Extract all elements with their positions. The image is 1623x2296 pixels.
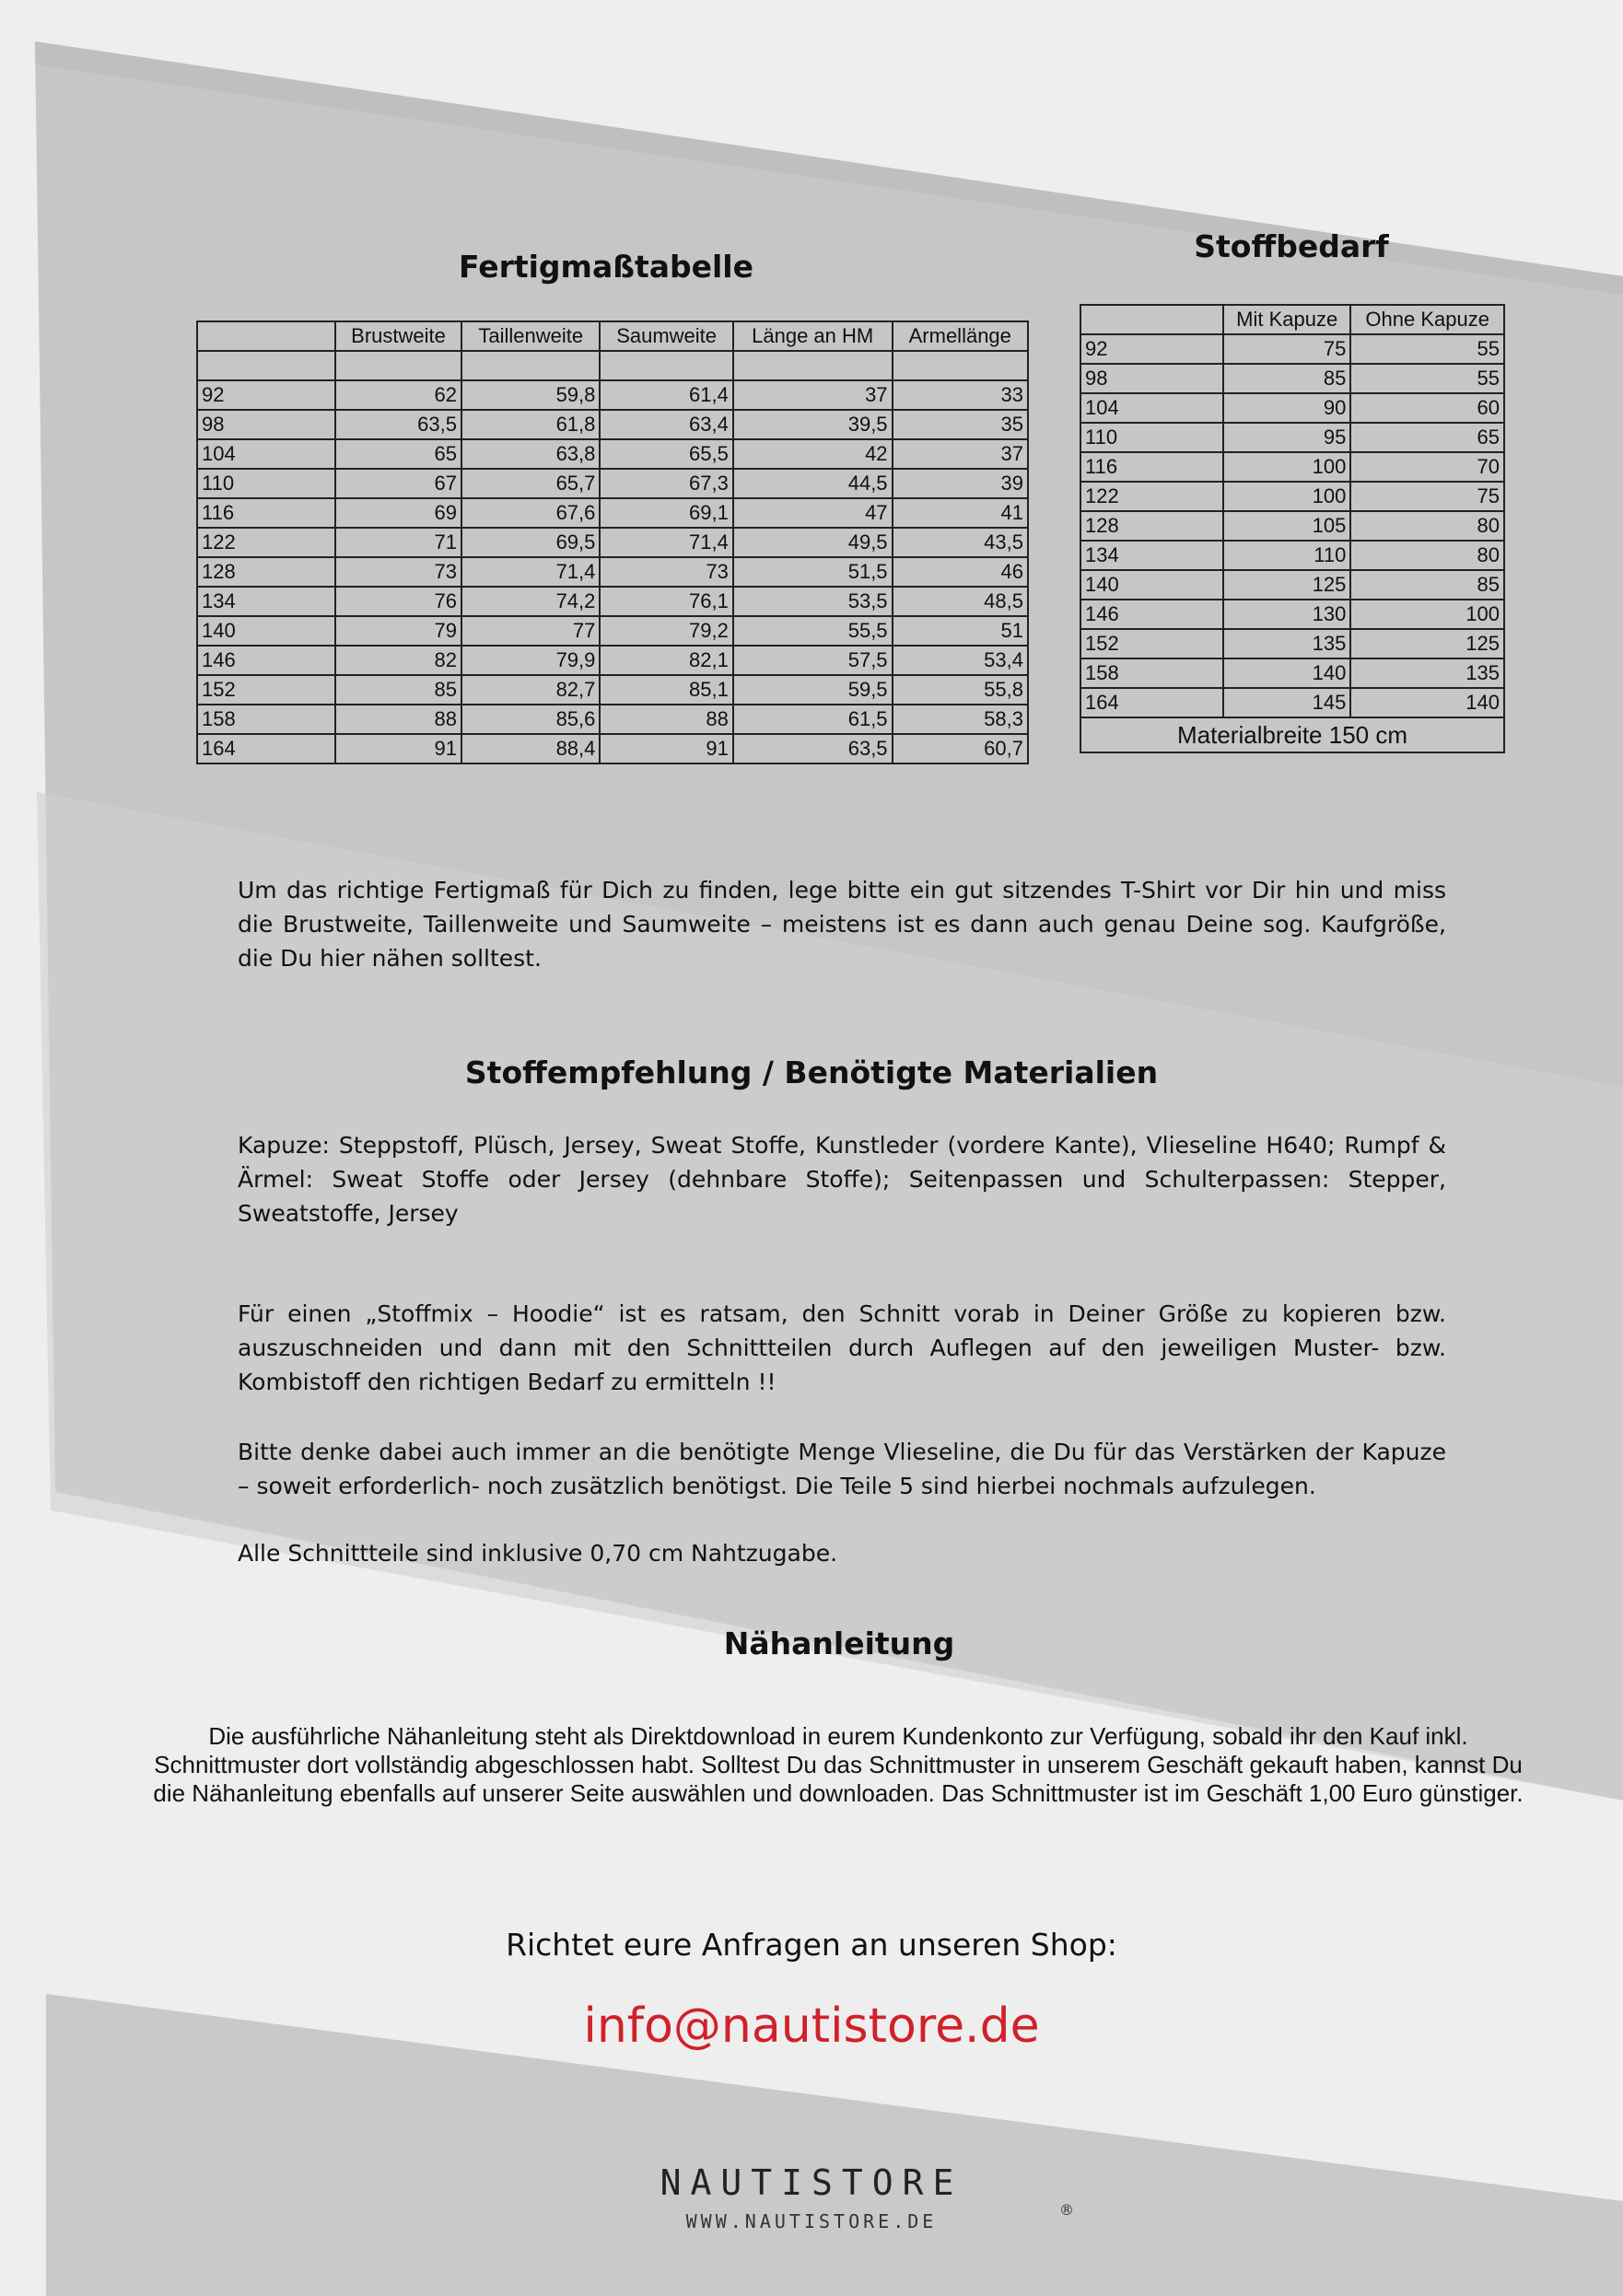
value-cell: 47 — [733, 498, 893, 528]
fertigmass-row — [197, 734, 1028, 763]
value-cell: 105 — [1223, 511, 1350, 541]
size-cell: 110 — [1080, 423, 1223, 452]
value-cell: 49,5 — [733, 528, 893, 557]
size-cell: 110 — [197, 469, 335, 498]
fertigmass-blank-cell — [197, 351, 335, 380]
value-cell: 48,5 — [893, 587, 1028, 616]
fabric-mix-hint: Für einen „Stoffmix – Hoodie“ ist es ratsam, den Schnitt vorab in Deiner Größe zu kopieren bzw. auszuschneiden und dann mit den Schnittteilen durch Auflegen auf den jeweiligen Muster- bzw. Kombistoff den richtigen Bedarf zu ermitteln !! — [238, 1300, 1446, 1395]
brand-logo: NAUTISTORE — [660, 2162, 963, 2203]
size-cell: 122 — [1080, 482, 1223, 511]
value-cell: 61,8 — [461, 410, 600, 439]
fertigmass-row — [197, 675, 1028, 705]
value-cell: 57,5 — [733, 646, 893, 675]
value-cell: 76 — [335, 587, 461, 616]
size-cell: 92 — [1080, 334, 1223, 364]
fertigmass-col-header: Länge an HM — [733, 321, 893, 351]
stoffbedarf-col-header: Mit Kapuze — [1223, 305, 1350, 334]
value-cell: 79,9 — [461, 646, 600, 675]
fertigmass-col-header: Taillenweite — [461, 321, 600, 351]
value-cell: 61,5 — [733, 705, 893, 734]
value-cell: 67,6 — [461, 498, 600, 528]
materials-title: Stoffempfehlung / Benötigte Materialien — [464, 1055, 1159, 1090]
size-cell: 122 — [197, 528, 335, 557]
value-cell: 100 — [1223, 452, 1350, 482]
stoffbedarf-footer-row — [1080, 717, 1504, 752]
sewing-text: Die ausführliche Nähanleitung steht als Direktdownload in eurem Kundenkonto zur Verfügung, sobald ihr den Kauf inkl. Schnittmuster dort vollständig abgeschlossen habt. Solltest Du das Schnittmuster in unserem Geschäft gekauft haben, kannst Du die Nähanleitung ebenfalls auf unserer Seite auswählen und downloaden. Das Schnittmuster ist im Geschäft 1,00 Euro günstiger. — [153, 1722, 1524, 1807]
sewing-title: Nähanleitung — [723, 1626, 955, 1661]
interfacing-hint: Bitte denke dabei auch immer an die benötigte Menge Vlieseline, die Du für das Verstärken der Kapuze – soweit erforderlich- noch zusätzlich benötigst. Die Teile 5 sind hierbei nochmals aufzulegen. — [238, 1439, 1446, 1499]
stoffbedarf-row — [1080, 658, 1504, 688]
fertigmass-blank-cell — [893, 351, 1028, 380]
value-cell: 55,5 — [733, 616, 893, 646]
materials-text: Kapuze: Steppstoff, Plüsch, Jersey, Sweat Stoffe, Kunstleder (vordere Kante), Vlieseline H640; Rumpf & Ärmel: Sweat Stoffe oder Jersey (dehnbare Stoffe); Seitenpassen und Schulterpassen: Stepper, Sweatstoffe, Jersey — [238, 1132, 1446, 1227]
value-cell: 53,4 — [893, 646, 1028, 675]
value-cell: 85 — [1350, 570, 1504, 600]
value-cell: 88 — [335, 705, 461, 734]
fertigmass-title: Fertigmaßtabelle — [458, 249, 753, 285]
size-cell: 158 — [197, 705, 335, 734]
fertigmass-header-row — [197, 321, 1028, 351]
fertigmass-row — [197, 498, 1028, 528]
stoffbedarf-row — [1080, 541, 1504, 570]
value-cell: 58,3 — [893, 705, 1028, 734]
stoffbedarf-row — [1080, 511, 1504, 541]
value-cell: 140 — [1223, 658, 1350, 688]
fertigmass-col-header: Armellänge — [893, 321, 1028, 351]
stoffbedarf-row — [1080, 452, 1504, 482]
fertigmass-blank-cell — [461, 351, 600, 380]
value-cell: 46 — [893, 557, 1028, 587]
value-cell: 77 — [461, 616, 600, 646]
value-cell: 125 — [1223, 570, 1350, 600]
size-cell: 146 — [197, 646, 335, 675]
value-cell: 75 — [1223, 334, 1350, 364]
value-cell: 135 — [1223, 629, 1350, 658]
size-cell: 116 — [197, 498, 335, 528]
size-cell: 164 — [197, 734, 335, 763]
value-cell: 80 — [1350, 541, 1504, 570]
stoffbedarf-row — [1080, 482, 1504, 511]
value-cell: 51 — [893, 616, 1028, 646]
value-cell: 62 — [335, 380, 461, 410]
size-cell: 128 — [197, 557, 335, 587]
value-cell: 82,1 — [600, 646, 732, 675]
stoffbedarf-row — [1080, 364, 1504, 393]
size-cell: 92 — [197, 380, 335, 410]
value-cell: 88 — [600, 705, 732, 734]
stoffbedarf-row — [1080, 629, 1504, 658]
value-cell: 55 — [1350, 334, 1504, 364]
fertigmass-row — [197, 439, 1028, 469]
value-cell: 65 — [335, 439, 461, 469]
value-cell: 60 — [1350, 393, 1504, 423]
value-cell: 43,5 — [893, 528, 1028, 557]
value-cell: 42 — [733, 439, 893, 469]
value-cell: 53,5 — [733, 587, 893, 616]
stoffbedarf-table — [1080, 304, 1505, 753]
size-cell: 140 — [197, 616, 335, 646]
value-cell: 125 — [1350, 629, 1504, 658]
value-cell: 55,8 — [893, 675, 1028, 705]
value-cell: 65 — [1350, 423, 1504, 452]
fertigmass-row — [197, 528, 1028, 557]
value-cell: 90 — [1223, 393, 1350, 423]
value-cell: 82,7 — [461, 675, 600, 705]
size-cell: 104 — [1080, 393, 1223, 423]
fertigmass-row — [197, 705, 1028, 734]
fertigmass-blank-row — [197, 351, 1028, 380]
size-cell: 98 — [197, 410, 335, 439]
fertigmass-col-header: Brustweite — [335, 321, 461, 351]
value-cell: 63,4 — [600, 410, 732, 439]
size-cell: 146 — [1080, 600, 1223, 629]
value-cell: 75 — [1350, 482, 1504, 511]
fertigmass-row — [197, 646, 1028, 675]
stoffbedarf-row — [1080, 334, 1504, 364]
fertigmass-col-header: Saumweite — [600, 321, 732, 351]
fertigmass-blank-cell — [600, 351, 732, 380]
material-width-note: Materialbreite 150 cm — [1080, 717, 1504, 752]
value-cell: 88,4 — [461, 734, 600, 763]
value-cell: 51,5 — [733, 557, 893, 587]
stoffbedarf-title: Stoffbedarf — [1194, 228, 1389, 264]
value-cell: 80 — [1350, 511, 1504, 541]
brand-url[interactable]: WWW.NAUTISTORE.DE — [685, 2210, 938, 2232]
fertigmass-row — [197, 557, 1028, 587]
value-cell: 95 — [1223, 423, 1350, 452]
fertigmass-table — [196, 321, 1029, 764]
fertigmass-row — [197, 380, 1028, 410]
fertigmass-row — [197, 616, 1028, 646]
value-cell: 65,5 — [600, 439, 732, 469]
intro-text: Um das richtige Fertigmaß für Dich zu finden, lege bitte ein gut sitzendes T-Shirt vor Dir hin und miss die Brustweite, Taillenweite und Saumweite – meistens ist es dann auch genau Deine sog. Kaufgröße, die Du hier nähen solltest. — [238, 877, 1446, 972]
value-cell: 69 — [335, 498, 461, 528]
size-cell: 140 — [1080, 570, 1223, 600]
size-cell: 152 — [1080, 629, 1223, 658]
fertigmass-row — [197, 587, 1028, 616]
stoffbedarf-row — [1080, 423, 1504, 452]
value-cell: 67 — [335, 469, 461, 498]
value-cell: 63,5 — [335, 410, 461, 439]
value-cell: 44,5 — [733, 469, 893, 498]
value-cell: 71,4 — [461, 557, 600, 587]
value-cell: 110 — [1223, 541, 1350, 570]
stoffbedarf-row — [1080, 393, 1504, 423]
value-cell: 85 — [335, 675, 461, 705]
size-cell: 164 — [1080, 688, 1223, 717]
size-cell: 104 — [197, 439, 335, 469]
size-cell: 158 — [1080, 658, 1223, 688]
value-cell: 67,3 — [600, 469, 732, 498]
value-cell: 82 — [335, 646, 461, 675]
shop-email-link[interactable]: info@nautistore.de — [583, 1999, 1040, 2054]
value-cell: 73 — [335, 557, 461, 587]
fertigmass-blank-cell — [733, 351, 893, 380]
value-cell: 33 — [893, 380, 1028, 410]
size-cell: 98 — [1080, 364, 1223, 393]
value-cell: 59,5 — [733, 675, 893, 705]
value-cell: 39 — [893, 469, 1028, 498]
value-cell: 39,5 — [733, 410, 893, 439]
stoffbedarf-row — [1080, 600, 1504, 629]
value-cell: 140 — [1350, 688, 1504, 717]
value-cell: 100 — [1350, 600, 1504, 629]
value-cell: 76,1 — [600, 587, 732, 616]
value-cell: 79 — [335, 616, 461, 646]
value-cell: 85 — [1223, 364, 1350, 393]
value-cell: 63,8 — [461, 439, 600, 469]
stoffbedarf-row — [1080, 688, 1504, 717]
fertigmass-row — [197, 410, 1028, 439]
fertigmass-blank-cell — [335, 351, 461, 380]
value-cell: 71 — [335, 528, 461, 557]
value-cell: 65,7 — [461, 469, 600, 498]
value-cell: 91 — [600, 734, 732, 763]
size-cell: 134 — [1080, 541, 1223, 570]
value-cell: 59,8 — [461, 380, 600, 410]
seam-allowance-note: Alle Schnittteile sind inklusive 0,70 cm Nahtzugabe. — [238, 1540, 838, 1567]
value-cell: 71,4 — [600, 528, 732, 557]
stoffbedarf-corner-cell — [1080, 305, 1223, 334]
value-cell: 85,6 — [461, 705, 600, 734]
fertigmass-corner-cell — [197, 321, 335, 351]
value-cell: 63,5 — [733, 734, 893, 763]
registered-mark: ® — [1059, 2201, 1074, 2219]
value-cell: 55 — [1350, 364, 1504, 393]
fertigmass-row — [197, 469, 1028, 498]
value-cell: 41 — [893, 498, 1028, 528]
value-cell: 35 — [893, 410, 1028, 439]
value-cell: 130 — [1223, 600, 1350, 629]
size-cell: 116 — [1080, 452, 1223, 482]
value-cell: 85,1 — [600, 675, 732, 705]
stoffbedarf-header-row — [1080, 305, 1504, 334]
value-cell: 60,7 — [893, 734, 1028, 763]
value-cell: 145 — [1223, 688, 1350, 717]
value-cell: 100 — [1223, 482, 1350, 511]
value-cell: 74,2 — [461, 587, 600, 616]
value-cell: 70 — [1350, 452, 1504, 482]
value-cell: 135 — [1350, 658, 1504, 688]
stoffbedarf-row — [1080, 570, 1504, 600]
value-cell: 61,4 — [600, 380, 732, 410]
size-cell: 134 — [197, 587, 335, 616]
contact-lead: Richtet eure Anfragen an unseren Shop: — [506, 1927, 1117, 1963]
size-cell: 152 — [197, 675, 335, 705]
value-cell: 73 — [600, 557, 732, 587]
value-cell: 79,2 — [600, 616, 732, 646]
stoffbedarf-col-header: Ohne Kapuze — [1350, 305, 1504, 334]
size-cell: 128 — [1080, 511, 1223, 541]
value-cell: 69,5 — [461, 528, 600, 557]
value-cell: 37 — [733, 380, 893, 410]
value-cell: 69,1 — [600, 498, 732, 528]
value-cell: 37 — [893, 439, 1028, 469]
value-cell: 91 — [335, 734, 461, 763]
